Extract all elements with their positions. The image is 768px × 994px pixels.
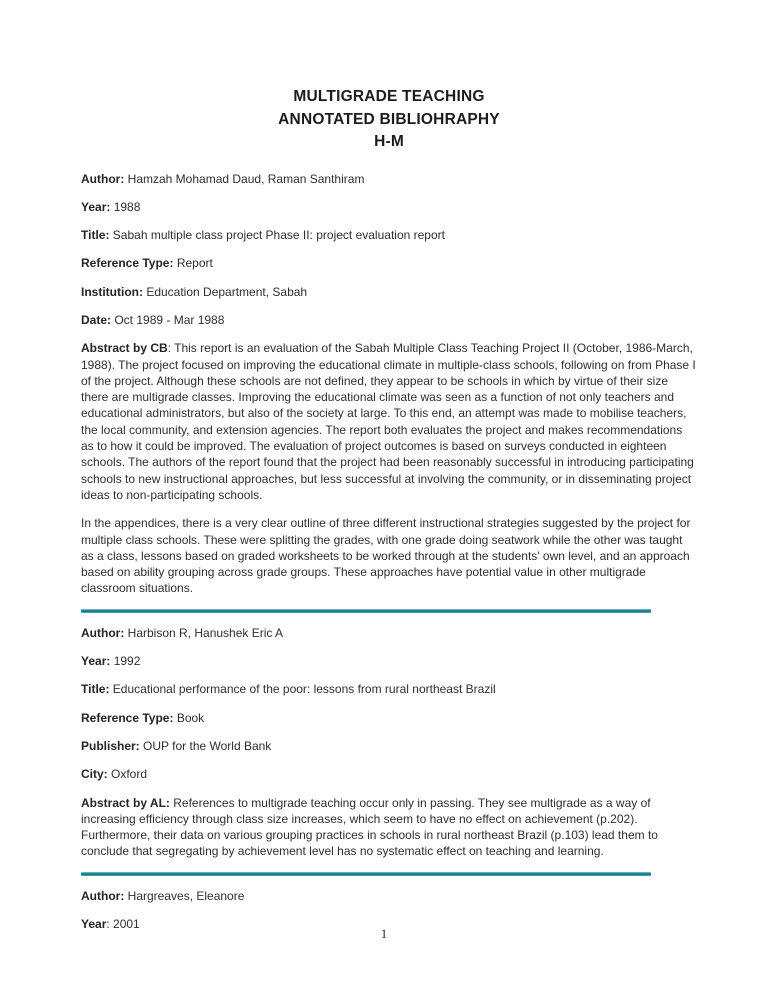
field-label: Institution: (81, 284, 143, 299)
field-value: : 2001 (106, 917, 140, 931)
field-author (81, 888, 697, 904)
field-year (81, 199, 697, 215)
field-value: Hamzah Mohamad Daud, Raman Santhiram (124, 171, 365, 186)
abstract-paragraph (81, 340, 697, 503)
field-title (81, 681, 697, 697)
field-value: Book (173, 710, 205, 725)
field-label: Author: (81, 888, 125, 903)
field-label: Year (81, 917, 107, 931)
page-number: 1 (380, 926, 388, 941)
abstract-text: : This report is an evaluation of the Sabah Multiple Class Teaching Project II (October, 1986-March, 1988). The project focused on improving the educational climate in multiple-class schools, following on from Phase I of the project. Although these schools are not defined, they appear to be schools in which by virtue of their size there are multigrade classes. Improving the educational climate was seen as a function of not only teachers and educational administrators, but also of the society at large. To this end, an attempt was made to mobilise teachers, the local community, and extension agencies. The report both evaluates the project and makes recommendations as to how it could be improved. The evaluation of project outcomes is based on surveys conducted in eighteen schools. The authors of the report found that the project had been reasonably successful in introducing participating schools to new instructional approaches, but less successful at involving the community, or in disseminating project ideas to non-participating schools. (81, 341, 696, 502)
field-reference-type (81, 255, 697, 271)
section-divider (81, 609, 651, 613)
field-reference-type (81, 710, 697, 726)
abstract-text: In the appendices, there is a very clear outline of three different instructional strategies suggested by the project for multiple class schools. These were splitting the grades, with one grade doing seatwork while the other was taught as a class, lessons based on graded worksheets to be worked through at the students' own level, and an approach based on ability grouping across grade groups. These approaches have potential value in other multigrade classroom situations. (81, 516, 691, 596)
field-value: Hargreaves, Eleanore (124, 888, 245, 903)
title-line-2: ANNOTATED BIBLIOHRAPHY (278, 110, 500, 128)
document-title (81, 86, 697, 154)
document-content (81, 0, 697, 944)
bibliography-entry-2 (81, 625, 697, 860)
field-author (81, 625, 697, 641)
title-line-3: H-M (374, 133, 404, 150)
field-city (81, 766, 697, 782)
field-value: 1992 (110, 654, 141, 669)
abstract-label: Abstract by CB (81, 341, 168, 356)
field-author (81, 171, 697, 187)
field-value: OUP for the World Bank (139, 738, 272, 753)
field-value: Educational performance of the poor: lessons from rural northeast Brazil (109, 682, 496, 697)
field-institution (81, 284, 697, 300)
field-label: Title: (81, 682, 110, 697)
field-label: Author: (81, 625, 125, 640)
field-label: Publisher: (81, 738, 140, 753)
abstract-paragraph (81, 515, 697, 596)
field-label: Reference Type: (81, 256, 174, 271)
field-title (81, 227, 697, 243)
field-date (81, 312, 697, 328)
abstract-paragraph (81, 795, 697, 860)
field-label: Year: (81, 199, 111, 214)
field-label: Title: (81, 228, 110, 243)
field-value: Harbison R, Hanushek Eric A (124, 625, 284, 640)
section-divider (81, 872, 651, 876)
field-value: Oct 1989 - Mar 1988 (111, 312, 225, 327)
field-label: Author: (81, 171, 125, 186)
abstract-text: References to multigrade teaching occur only in passing. They see multigrade as a way of increasing efficiency through class size increases, which seem to have no effect on achievement (p.202). Furthermore, their data on various grouping practices in schools in rural northeast Brazil (p.103) lead them to conclude that segregating by achievement level has no systematic effect on teaching and learning. (81, 795, 658, 859)
field-value: Education Department, Sabah (142, 284, 308, 299)
field-label: Year: (81, 654, 111, 669)
field-year (81, 653, 697, 669)
field-value: 1988 (110, 199, 141, 214)
field-label: City: (81, 767, 108, 782)
title-line-1: MULTIGRADE TEACHING (293, 88, 485, 105)
field-value: Sabah multiple class project Phase II: project evaluation report (109, 228, 445, 243)
field-publisher (81, 738, 697, 754)
field-value: Report (173, 256, 213, 271)
field-label: Date: (81, 312, 112, 327)
field-label: Reference Type: (81, 710, 174, 725)
field-value: Oxford (107, 767, 148, 782)
abstract-label: Abstract by AL: (81, 795, 170, 810)
bibliography-entry-1 (81, 171, 697, 597)
